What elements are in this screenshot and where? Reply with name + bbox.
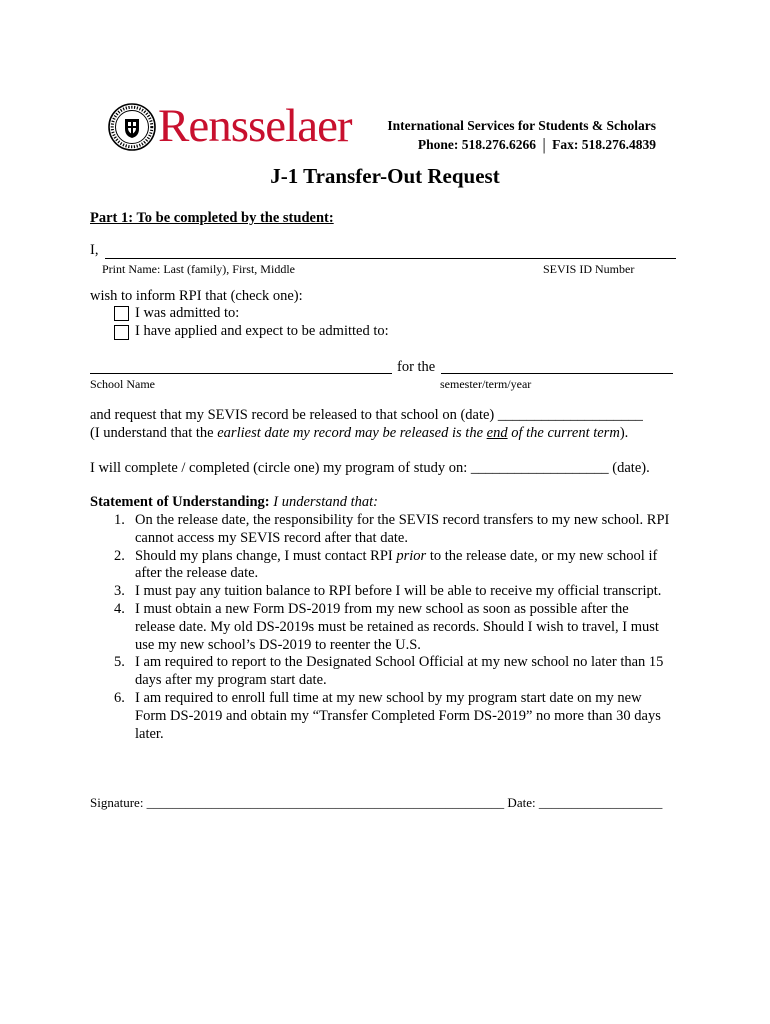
list-item (114, 601, 670, 654)
applied-option-label: I have applied and expect to be admitted to: (135, 323, 389, 339)
item-text: On the release date, the responsibility for the SEVIS record transfers to my new school. RPI cannot access my SEVIS record after that date. (135, 512, 670, 546)
item-number: 1. (114, 512, 125, 528)
list-item (114, 654, 670, 690)
school-name-label: School Name (90, 377, 155, 391)
statement-heading: Statement of Understanding: (90, 494, 270, 510)
list-item (114, 548, 670, 584)
rensselaer-seal-icon (108, 103, 156, 151)
sevis-id-label: SEVIS ID Number (543, 262, 635, 276)
item-emphasis: prior (396, 547, 427, 564)
office-fax: Fax: 518.276.4839 (552, 137, 656, 152)
list-item (114, 512, 670, 548)
name-prefix: I, (90, 242, 99, 258)
completion-text: I will complete / completed (circle one) my program of study on: ___________________ (date). (90, 460, 650, 476)
item-number: 5. (114, 654, 125, 671)
list-item (114, 690, 670, 743)
term-label: semester/term/year (440, 377, 532, 391)
form-title: J-1 Transfer-Out Request (270, 164, 500, 188)
office-contact-block (387, 117, 656, 154)
statement-intro: I understand that: (273, 494, 378, 510)
item-number: 4. (114, 600, 125, 617)
item-text: I am required to enroll full time at my new school by my program start date on my new Form DS-2019 and obtain my “Transfer Completed Form DS-2019” no more than 30 days later. (135, 689, 661, 742)
item-text: I must obtain a new Form DS-2019 from my new school as soon as possible after the release date. My old DS-2019s must be retained as records. Should I wish to travel, I must use my new school’s DS-2019 to reenter the U.S. (135, 600, 659, 653)
name-field-line[interactable] (105, 258, 676, 259)
signature-date-line[interactable]: Signature: _______________________________________________________ Date: ___________________ (90, 795, 663, 810)
contact-separator: | (542, 135, 546, 154)
admitted-checkbox[interactable] (114, 306, 129, 321)
release-note-italic: earliest date my record may be released is the (217, 425, 487, 441)
part1-heading: Part 1: To be completed by the student: (90, 210, 334, 226)
understanding-list (114, 512, 670, 743)
wish-text: wish to inform RPI that (check one): (90, 288, 303, 304)
release-note-prefix: (I understand that the (90, 425, 218, 441)
statement-heading-line (90, 494, 378, 511)
print-name-label: Print Name: Last (family), First, Middle (102, 262, 295, 276)
release-note-end: end (486, 425, 508, 441)
office-name: International Services for Students & Scholars (387, 118, 656, 133)
item-number: 3. (114, 583, 125, 600)
release-request-text: and request that my SEVIS record be released to that school on (date) ____________________ (90, 407, 643, 423)
release-note-italic-2: of the current term (507, 425, 620, 441)
item-number: 6. (114, 689, 125, 706)
office-phone: Phone: 518.276.6266 (417, 137, 536, 152)
office-phone-fax (387, 135, 656, 154)
release-note (90, 425, 628, 442)
applied-checkbox[interactable] (114, 325, 129, 340)
item-text: Should my plans change, I must contact RPI (135, 547, 397, 564)
school-name-line[interactable] (90, 373, 392, 374)
rensselaer-wordmark: Rensselaer (158, 100, 352, 152)
release-note-suffix: ). (619, 425, 629, 441)
admitted-option-label: I was admitted to: (135, 305, 240, 321)
item-text: I am required to report to the Designated School Official at my new school no later than 15 days after my program start date. (135, 654, 664, 689)
term-line[interactable] (441, 373, 673, 374)
item-text-cont: to the release date, or my new school if after the release date. (135, 547, 658, 582)
item-number: 2. (114, 547, 125, 564)
item-text: I must pay any tuition balance to RPI before I will be able to receive my official transcript. (135, 583, 662, 600)
for-the-text: for the (397, 359, 436, 375)
list-item (114, 583, 670, 601)
